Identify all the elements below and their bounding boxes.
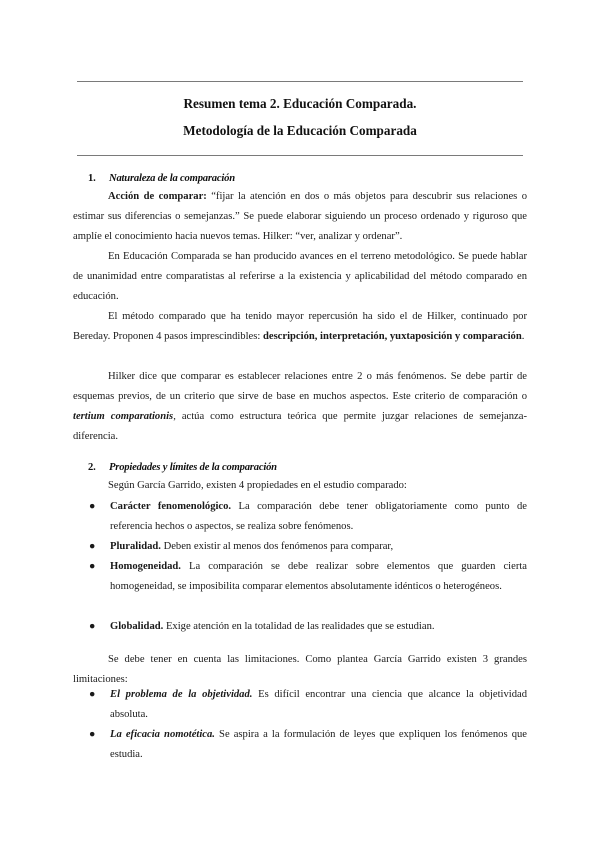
document-title: Resumen tema 2. Educación Comparada. bbox=[183, 96, 417, 111]
paragraph-accion-comparar bbox=[73, 187, 527, 247]
document-subtitle: Metodología de la Educación Comparada bbox=[183, 123, 417, 138]
top-divider bbox=[77, 81, 523, 82]
section-2-number: 2. bbox=[88, 462, 96, 473]
section-2-title: Propiedades y límites de la comparación bbox=[109, 462, 277, 473]
list-item bbox=[89, 685, 527, 725]
tertium-term: tertium comparationis bbox=[73, 411, 174, 422]
pasos-terms: descripción, interpretación, yuxtaposición y comparación bbox=[262, 331, 522, 342]
list-item bbox=[89, 617, 527, 637]
paragraph-metodo-hilker bbox=[73, 307, 527, 347]
accion-comparar-text: “fijar la atención en dos o más objetos para descubrir sus relaciones o estimar sus diferencias o semejanzas.” Se puede elaborar siguiendo un proceso ordenado y riguroso que amplíe el conocimiento hacia nuevos temas. Hilker: “ver, analizar y ordenar”. bbox=[73, 191, 527, 242]
property-term: Pluralidad. bbox=[110, 541, 161, 552]
paragraph-tertium bbox=[73, 367, 527, 447]
property-text: La comparación debe tener obligatoriamente como punto de referencia hechos o aspectos, se realiza sobre fenómenos. bbox=[110, 501, 527, 532]
accion-comparar-term: Acción de comparar: bbox=[108, 191, 207, 202]
bullet-icon: ● bbox=[89, 621, 96, 632]
paragraph-limitaciones-intro bbox=[73, 650, 527, 690]
paragraph-propiedades-intro bbox=[73, 476, 527, 496]
property-term: Homogeneidad. bbox=[110, 561, 181, 572]
property-text: La comparación se debe realizar sobre elementos que guarden cierta homogeneidad, se imposibilita comparar elementos absolutamente idénticos o heterogéneos. bbox=[110, 561, 527, 592]
property-term: Carácter fenomenológico. bbox=[110, 501, 232, 512]
limit-text: Se aspira a la formulación de leyes que expliquen los fenómenos que estudia. bbox=[110, 729, 527, 760]
section-2-heading bbox=[88, 462, 277, 473]
limit-term: El problema de la objetividad. bbox=[110, 689, 253, 700]
metodo-hilker-end: . bbox=[521, 331, 525, 342]
bullet-icon: ● bbox=[89, 541, 96, 552]
bullet-icon: ● bbox=[89, 689, 96, 700]
list-item bbox=[89, 557, 527, 597]
limit-text: Es difícil encontrar una ciencia que alcance la objetividad absoluta. bbox=[110, 689, 527, 720]
tertium-text: Hilker dice que comparar es establecer relaciones entre 2 o más fenómenos. Se debe partir de esquemas previos, de un criterio que sirve de base en muchos aspectos. Este criterio de comparación o bbox=[73, 371, 527, 402]
bullet-icon: ● bbox=[89, 729, 96, 740]
tertium-end: , actúa como estructura teórica que permite juzgar relaciones de semejanza-diferencia. bbox=[73, 411, 527, 442]
list-item bbox=[89, 537, 527, 557]
property-text: Exige atención en la totalidad de las realidades que se estudian. bbox=[163, 621, 435, 632]
title-divider bbox=[77, 155, 523, 156]
avances-text: En Educación Comparada se han producido avances en el terreno metodológico. Se puede hablar de unanimidad entre comparatistas al referirse a la existencia y aplicabilidad del método comparado en educación. bbox=[73, 251, 527, 302]
propiedades-intro-text: Según García Garrido, existen 4 propiedades en el estudio comparado: bbox=[108, 480, 407, 491]
paragraph-avances bbox=[73, 247, 527, 307]
property-text: Deben existir al menos dos fenómenos para comparar, bbox=[160, 541, 394, 552]
bullet-icon: ● bbox=[89, 501, 96, 512]
section-1-title: Naturaleza de la comparación bbox=[109, 173, 235, 184]
section-1-number: 1. bbox=[88, 173, 96, 184]
list-item bbox=[89, 725, 527, 765]
list-item bbox=[89, 497, 527, 537]
limit-term: La eficacia nomotética. bbox=[110, 729, 215, 740]
limitaciones-intro-text: Se debe tener en cuenta las limitaciones. Como plantea García Garrido existen 3 grandes limitaciones: bbox=[73, 654, 527, 685]
section-1-heading bbox=[88, 173, 235, 184]
bullet-icon: ● bbox=[89, 561, 96, 572]
property-term: Globalidad. bbox=[110, 621, 164, 632]
metodo-hilker-text: El método comparado que ha tenido mayor repercusión ha sido el de Hilker, continuado por Bereday. Proponen 4 pasos imprescindibles: bbox=[73, 311, 527, 342]
